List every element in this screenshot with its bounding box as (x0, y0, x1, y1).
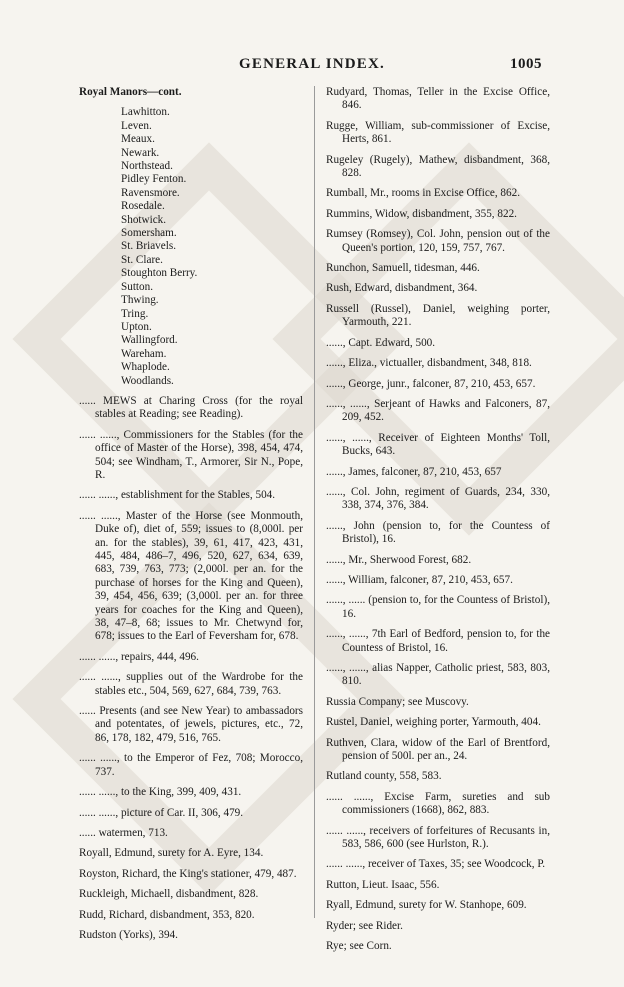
royal-manor-item: Newark. (121, 146, 160, 159)
index-entries-left (79, 395, 303, 942)
royal-manors-heading: Royal Manors—cont. (79, 86, 182, 98)
index-entry: Royall, Edmund, surety for A. Eyre, 134. (79, 847, 264, 860)
index-entry: ...... MEWS at Charing Cross (for the royal stables at Reading; see Reading). (79, 394, 303, 421)
index-entry: ......, ......, Receiver of Eighteen Months' Toll, Bucks, 643. (326, 431, 550, 458)
index-entry: ...... ......, receiver of Taxes, 35; see Woodcock, P. (326, 858, 546, 871)
index-entry: Ryder; see Rider. (326, 919, 403, 932)
index-entry: Rutton, Lieut. Isaac, 556. (326, 878, 440, 891)
index-entry: Rugge, William, sub-commissioner of Excise, Herts, 861. (326, 119, 550, 146)
index-entry: ......, George, junr., falconer, 87, 210, 453, 657. (326, 377, 536, 390)
royal-manor-item: Thwing. (121, 294, 159, 307)
index-entry: ......, Mr., Sherwood Forest, 682. (326, 553, 472, 566)
royal-manor-item: Woodlands. (121, 374, 174, 387)
index-entry: Rummins, Widow, disbandment, 355, 822. (326, 207, 517, 220)
page-header-title: GENERAL INDEX. (239, 56, 385, 72)
index-entry: Rush, Edward, disbandment, 364. (326, 282, 478, 295)
index-entry: Rudston (Yorks), 394. (79, 928, 178, 941)
index-entry: ...... ......, Master of the Horse (see Monmouth, Duke of), diet of, 559; issues to (8,000l. per an. for the stables), 39, 61, 417, 423, 431, 445, 484, 486–7, 496, 520, 627, 634, 639, 683, 739, 763, 773; (2,000l. per an. for the purchase of horses for the King and Queen), 39, 454, 456, 639; (3,000l. per an. for three years for coaches for the King and Queen), 38, 47–8, 68; issues to Mr. Chetwynd for, 678; issues to the Earl of Feversham for, 678. (79, 509, 303, 643)
index-entries-right (326, 86, 550, 954)
royal-manor-item: Meaux. (121, 133, 155, 146)
royal-manor-item: Wareham. (121, 347, 167, 360)
royal-manor-item: St. Clare. (121, 253, 163, 266)
index-entry: ......, ......, Serjeant of Hawks and Falconers, 87, 209, 452. (326, 397, 550, 424)
index-entry: Rugeley (Rugely), Mathew, disbandment, 368, 828. (326, 153, 550, 180)
index-entry: ......, Col. John, regiment of Guards, 234, 330, 338, 374, 376, 384. (326, 485, 550, 512)
index-entry: Russia Company; see Muscovy. (326, 695, 469, 708)
royal-manor-item: Leven. (121, 119, 152, 132)
index-entry: ...... ......, to the King, 399, 409, 431. (79, 786, 242, 799)
page-number: 1005 (510, 56, 542, 72)
royal-manor-item: Tring. (121, 307, 149, 320)
royal-manor-item: Somersham. (121, 227, 177, 240)
royal-manor-item: Pidley Fenton. (121, 173, 187, 186)
index-entry: Rumsey (Romsey), Col. John, pension out of the Queen's portion, 120, 159, 757, 767. (326, 228, 550, 254)
index-entry: Rudd, Richard, disbandment, 353, 820. (79, 908, 255, 921)
index-entry: Rustel, Daniel, weighing porter, Yarmouth, 404. (326, 716, 541, 729)
index-entry: Runchon, Samuell, tidesman, 446. (326, 262, 480, 275)
index-entry: Ruckleigh, Michaell, disbandment, 828. (79, 888, 259, 901)
index-entry: ...... ......, supplies out of the Wardrobe for the stables etc., 504, 569, 627, 684, 739, 763. (79, 671, 303, 697)
royal-manor-item: St. Briavels. (121, 240, 177, 253)
royal-manor-item: Stoughton Berry. (121, 267, 198, 280)
index-entry: ...... ......, receivers of forfeitures of Recusants in, 583, 586, 600 (see Hurlston, R.). (326, 824, 550, 851)
index-entry: ...... Presents (and see New Year) to ambassadors and potentates, of jewels, pictures, etc., 72, 86, 178, 182, 479, 516, 765. (79, 705, 303, 744)
index-entry: Ruthven, Clara, widow of the Earl of Brentford, pension of 500l. per an., 24. (326, 736, 550, 763)
index-entry: ......, ......, alias Napper, Catholic priest, 583, 803, 810. (326, 662, 550, 688)
royal-manor-item: Whaplode. (121, 361, 170, 374)
royal-manor-item: Rosedale. (121, 200, 165, 213)
index-entry: ...... ......, establishment for the Stables, 504. (79, 489, 276, 502)
index-entry: ...... ......, to the Emperor of Fez, 708; Morocco, 737. (79, 752, 303, 778)
index-entry: ...... ......, Excise Farm, sureties and sub commissioners (1668), 862, 883. (326, 790, 550, 817)
index-entry: Russell (Russel), Daniel, weighing porter, Yarmouth, 221. (326, 302, 550, 329)
royal-manor-item: Shotwick. (121, 213, 167, 226)
index-entry: ...... watermen, 713. (79, 826, 168, 839)
index-entry: ...... ......, picture of Car. II, 306, 479. (79, 806, 244, 819)
index-column-left (79, 86, 303, 949)
royal-manor-item: Northstead. (121, 160, 173, 173)
index-entry: Royston, Richard, the King's stationer, 479, 487. (79, 867, 297, 880)
index-entry: Ryall, Edmund, surety for W. Stanhope, 609. (326, 899, 527, 912)
index-entry: Rutland county, 558, 583. (326, 770, 442, 783)
index-entry: Rudyard, Thomas, Teller in the Excise Office, 846. (326, 86, 550, 112)
royal-manor-item: Sutton. (121, 280, 154, 293)
index-entry: ......, ......, 7th Earl of Bedford, pension to, for the Countess of Bristol, 16. (326, 628, 550, 654)
royal-manor-item: Ravensmore. (121, 186, 180, 199)
index-column-right (326, 86, 550, 961)
royal-manor-item: Lawhitton. (121, 106, 170, 119)
index-entry: ...... ......, repairs, 444, 496. (79, 650, 199, 663)
index-entry: ......, Capt. Edward, 500. (326, 336, 436, 349)
index-entry: Rye; see Corn. (326, 940, 392, 953)
royal-manor-item: Wallingford. (121, 334, 178, 347)
index-entry: Rumball, Mr., rooms in Excise Office, 862. (326, 187, 520, 200)
index-entry: ......, William, falconer, 87, 210, 453, 657. (326, 573, 513, 586)
royal-manor-item: Upton. (121, 320, 152, 333)
column-divider (314, 86, 315, 918)
index-entry: ......, James, falconer, 87, 210, 453, 657 (326, 465, 502, 478)
royal-manors-list (79, 106, 303, 388)
index-entry: ...... ......, Commissioners for the Stables (for the office of Master of the Horse), 398, 454, 474, 504; see Windham, T., Armorer, Sir N., Pope, R. (79, 428, 303, 481)
index-entry: ......, John (pension to, for the Countess of Bristol), 16. (326, 519, 550, 546)
index-entry: ......, Eliza., victualler, disbandment, 348, 818. (326, 357, 532, 370)
index-entry: ......, ...... (pension to, for the Countess of Bristol), 16. (326, 594, 550, 620)
